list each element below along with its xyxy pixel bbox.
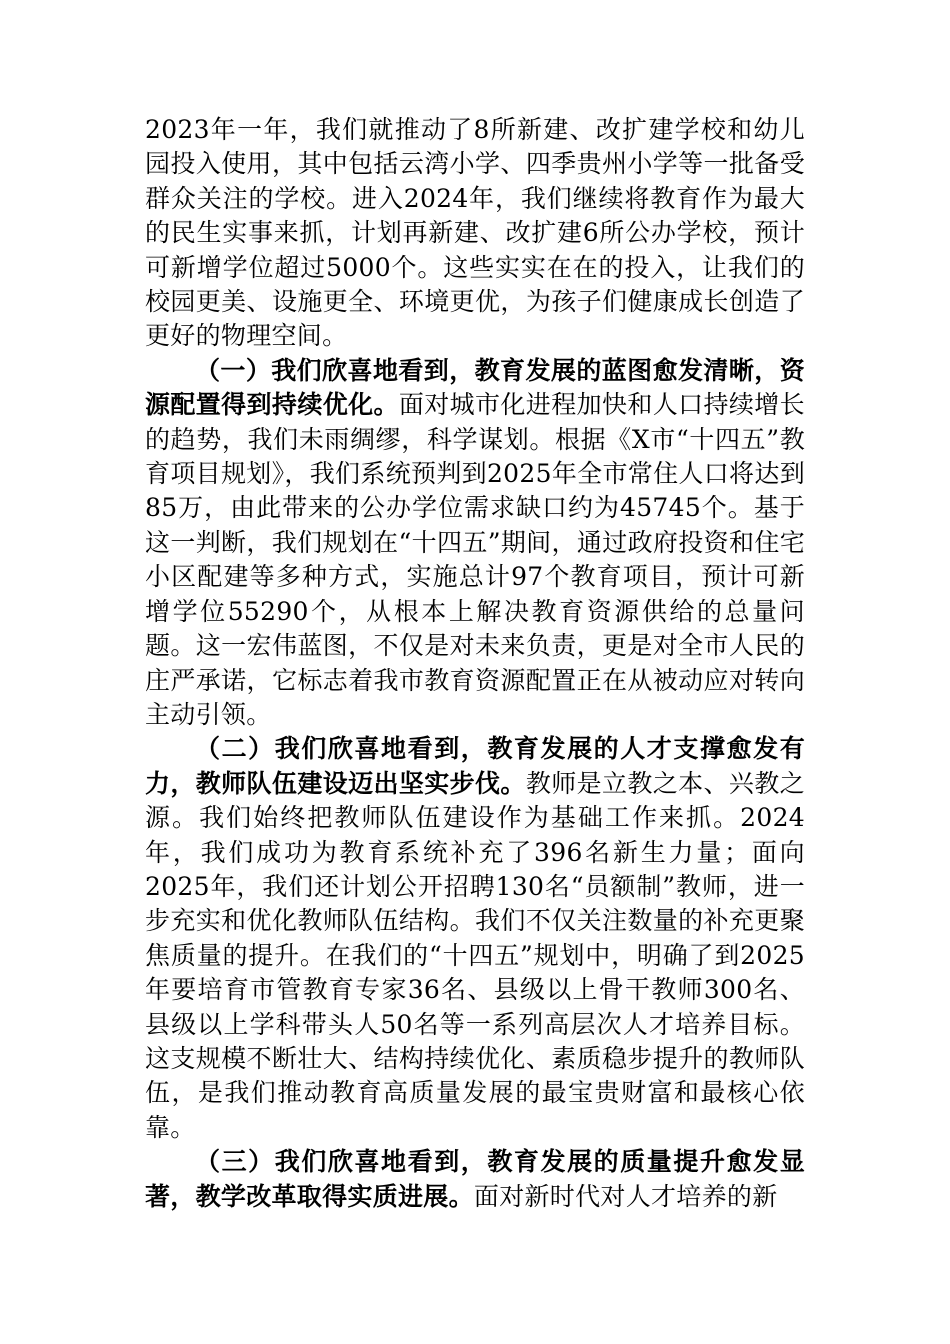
section-heading: （三）我们欣喜地看到，教育发展的质量提升愈发显著，教学改革取得实质进展。: [145, 1147, 805, 1211]
paragraph-section-one: [145, 354, 805, 732]
document-body: [145, 113, 805, 1214]
paragraph-text: 2023年一年，我们就推动了8所新建、改扩建学校和幼儿园投入使用，其中包括云湾小学、四季贵州小学等一批备受群众关注的学校。进入2024年，我们继续将教育作为最大的民生实事来抓，计划再新建、改扩建6所公办学校，预计可新增学位超过5000个。这些实实在在的投入，让我们的校园更美、设施更全、环境更优，为孩子们健康成长创造了更好的物理空间。: [145, 115, 805, 351]
paragraph-section-three: [145, 1145, 805, 1214]
section-heading: （二）我们欣喜地看到，教育发展的人才支撑愈发有力，教师队伍建设迈出坚实步伐。: [145, 734, 805, 798]
section-heading: （一）我们欣喜地看到，教育发展的蓝图愈发清晰，资源配置得到持续优化。: [145, 355, 805, 420]
paragraph-section-two: [145, 732, 805, 1145]
paragraph-text: 教师是立教之本、兴教之源。我们始终把教师队伍建设作为基础工作来抓。2024年，我们成功为教育系统补充了396名新生力量；面向2025年，我们还计划公开招聘130名“员额制”教师，进一步充实和优化教师队伍结构。我们不仅关注数量的补充更聚焦质量的提升。在我们的“十四五”规划中，明确了到2025年要培育市管教育专家36名、县级以上骨干教师300名、县级以上学科带头人50名等一系列高层次人才培养目标。这支规模不断壮大、结构持续优化、素质稳步提升的教师队伍，是我们推动教育高质量发展的最宝贵财富和最核心依靠。: [145, 768, 805, 1142]
paragraph-text: 面对新时代对人才培养的新: [473, 1181, 778, 1211]
paragraph-intro: [145, 113, 805, 354]
paragraph-text: 面对城市化进程加快和人口持续增长的趋势，我们未雨绸缪，科学谋划。根据《X市“十四五”教育项目规划》，我们系统预判到2025年全市常住人口将达到85万，由此带来的公办学位需求缺口约为45745个。基于这一判断，我们规划在“十四五”期间，通过政府投资和住宅小区配建等多种方式，实施总计97个教育项目，预计可新增学位55290个，从根本上解决教育资源供给的总量问题。这一宏伟蓝图，不仅是对未来负责，更是对全市人民的庄严承诺，它标志着我市教育资源配置正在从被动应对转向主动引领。: [145, 390, 805, 729]
